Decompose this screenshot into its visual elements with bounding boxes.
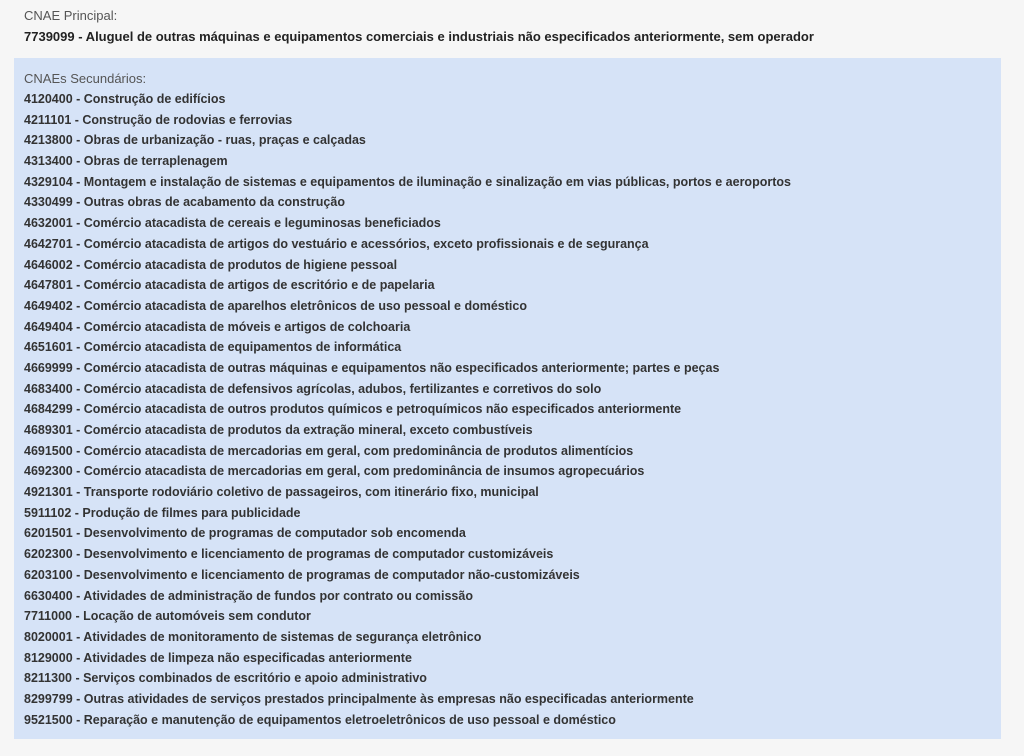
cnae-secundario-item: 4921301 - Transporte rodoviário coletivo de passageiros, com itinerário fixo, municipal: [24, 485, 539, 500]
cnae-secundario-item: 4691500 - Comércio atacadista de mercadorias em geral, com predominância de produtos alimentícios: [24, 443, 634, 458]
cnae-principal-value: 7739099 - Aluguel de outras máquinas e equipamentos comerciais e industriais não especificados anteriormente, sem operador: [24, 29, 814, 44]
cnae-secundario-item: 7711000 - Locação de automóveis sem condutor: [24, 609, 311, 624]
cnae-secundario-item: 4651601 - Comércio atacadista de equipamentos de informática: [24, 340, 402, 355]
cnae-secundario-item: 8211300 - Serviços combinados de escritório e apoio administrativo: [24, 671, 427, 686]
cnae-secundario-item: 4329104 - Montagem e instalação de sistemas e equipamentos de iluminação e sinalização em vias públicas, portos e aeroportos: [24, 174, 791, 189]
cnae-secundario-item: 4313400 - Obras de terraplenagem: [24, 154, 228, 169]
cnae-secundario-item: 8129000 - Atividades de limpeza não especificadas anteriormente: [24, 650, 412, 665]
cnae-secundario-item: 4684299 - Comércio atacadista de outros produtos químicos e petroquímicos não especificados anteriormente: [24, 402, 682, 417]
cnae-secundario-item: 4642701 - Comércio atacadista de artigos do vestuário e acessórios, exceto profissionais e de segurança: [24, 236, 649, 251]
cnae-secundario-item: 6630400 - Atividades de administração de fundos por contrato ou comissão: [24, 588, 473, 603]
cnae-secundario-item: 8020001 - Atividades de monitoramento de sistemas de segurança eletrônico: [24, 629, 482, 644]
cnae-secundario-item: 4649404 - Comércio atacadista de móveis e artigos de colchoaria: [24, 319, 411, 334]
cnae-secundario-item: 4632001 - Comércio atacadista de cereais e leguminosas beneficiados: [24, 216, 441, 231]
cnae-secundario-item: 6203100 - Desenvolvimento e licenciamento de programas de computador não-customizáveis: [24, 567, 580, 582]
cnae-secundario-item: 4689301 - Comércio atacadista de produtos da extração mineral, exceto combustíveis: [24, 423, 533, 437]
cnae-secundario-item: 4647801 - Comércio atacadista de artigos de escritório e de papelaria: [24, 278, 435, 293]
cnae-secundario-item: 5911102 - Produção de filmes para publicidade: [24, 505, 301, 520]
cnaes-secundarios-label: CNAEs Secundários:: [24, 71, 147, 86]
cnae-secundario-item: 4330499 - Outras obras de acabamento da construção: [24, 195, 345, 210]
cnae-secundario-item: 9521500 - Reparação e manutenção de equipamentos eletroeletrônicos de uso pessoal e doméstico: [24, 712, 616, 727]
cnae-principal-section: [0, 0, 1024, 54]
cnae-principal-label: CNAE Principal:: [24, 8, 118, 23]
cnae-secundario-item: 4683400 - Comércio atacadista de defensivos agrícolas, adubos, fertilizantes e corretivos do solo: [24, 381, 602, 396]
cnae-secundario-item: 4211101 - Construção de rodovias e ferrovias: [24, 112, 293, 127]
cnaes-secundarios-list: [24, 89, 1001, 730]
cnaes-secundarios-section: [14, 58, 1001, 739]
cnae-secundario-item: 4669999 - Comércio atacadista de outras máquinas e equipamentos não especificados anteriormente; partes e peças: [24, 360, 720, 375]
cnae-secundario-item: 6202300 - Desenvolvimento e licenciamento de programas de computador customizáveis: [24, 547, 554, 562]
cnae-secundario-item: 4646002 - Comércio atacadista de produtos de higiene pessoal: [24, 257, 398, 272]
cnae-secundario-item: 8299799 - Outras atividades de serviços prestados principalmente às empresas não especificadas anteriormente: [24, 691, 694, 706]
cnae-secundario-item: 4120400 - Construção de edifícios: [24, 92, 226, 106]
cnae-secundario-item: 4692300 - Comércio atacadista de mercadorias em geral, com predominância de insumos agropecuários: [24, 464, 645, 479]
cnae-secundario-item: 6201501 - Desenvolvimento de programas de computador sob encomenda: [24, 526, 466, 541]
cnae-secundario-item: 4213800 - Obras de urbanização - ruas, praças e calçadas: [24, 133, 366, 148]
cnae-secundario-item: 4649402 - Comércio atacadista de aparelhos eletrônicos de uso pessoal e doméstico: [24, 298, 527, 313]
